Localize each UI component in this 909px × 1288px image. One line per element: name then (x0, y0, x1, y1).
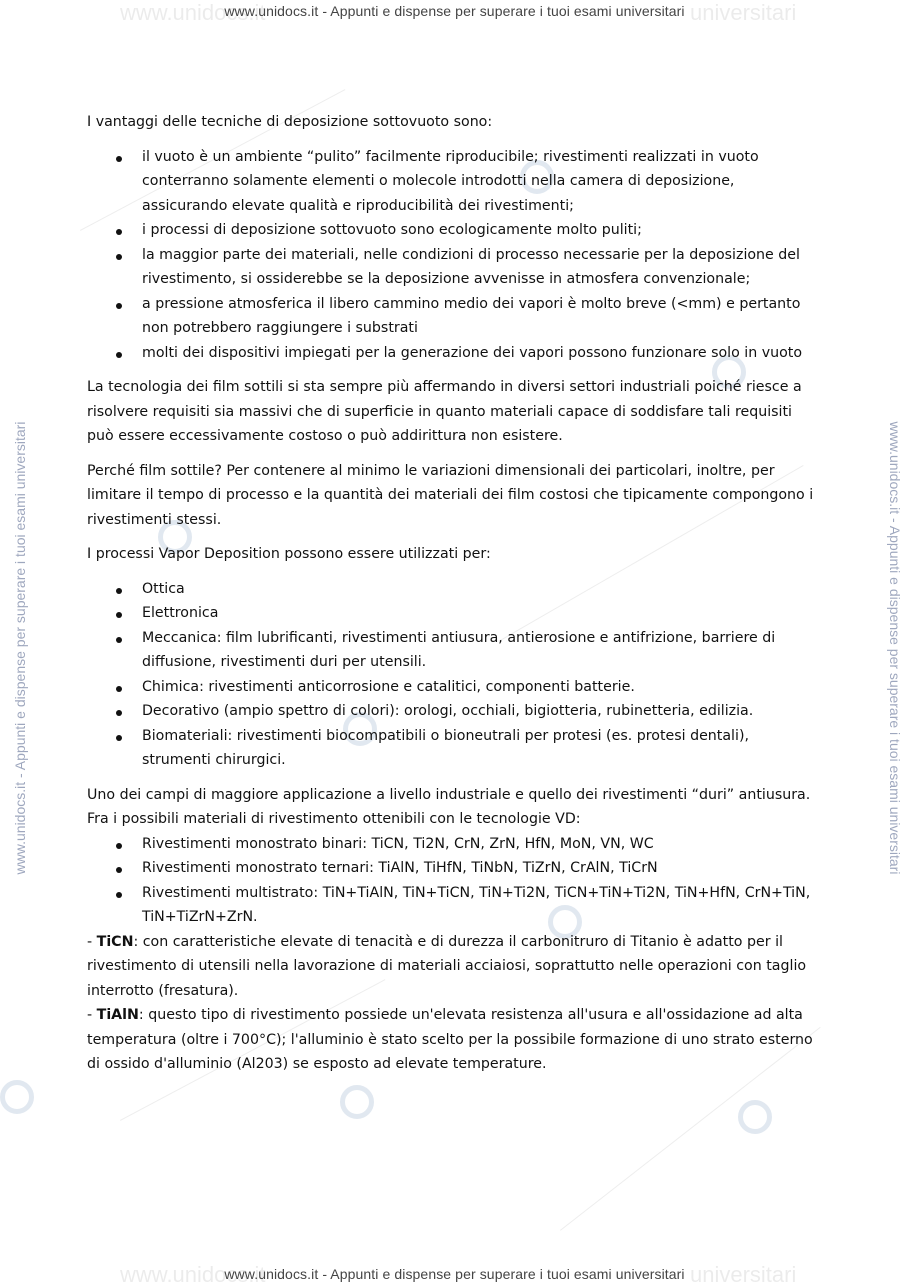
list-item (87, 832, 817, 857)
list-item-text: Chimica: rivestimenti anticorrosione e catalitici, componenti batterie. (142, 678, 635, 695)
bullet-icon (116, 710, 122, 716)
list-item-text: la maggior parte dei materiali, nelle condizioni di processo necessarie per la deposizione del rivestimento, si ossiderebbe se la deposizione avvenisse in atmosfera convenzionale; (142, 246, 800, 287)
watermark-ghost-right-bottom: universitari (690, 1262, 797, 1287)
list-item-text: Rivestimenti multistrato: TiN+TiAlN, TiN+TiCN, TiN+Ti2N, TiCN+TiN+Ti2N, TiN+HfN, CrN+TiN, TiN+TiZrN+ZrN. (142, 884, 811, 925)
uses-paragraph: I processi Vapor Deposition possono essere utilizzati per: (87, 546, 491, 562)
tech-paragraph: La tecnologia dei film sottili si sta sempre più affermando in diversi settori industriali poiché riesce a risolvere requisiti sia massivi che di superficie in quanto materiali capace di soddisfare tali requisiti può essere eccessivamente costoso o può addirittura non esistere. (87, 379, 802, 444)
document-body (87, 110, 817, 1077)
ticn-label: TiCN (96, 933, 134, 950)
list-item (87, 699, 817, 724)
list-item-text: i processi di deposizione sottovuoto sono ecologicamente molto puliti; (142, 222, 642, 238)
hard-coatings-paragraph: Uno dei campi di maggiore applicazione a livello industriale e quello dei rivestimenti “duri” antiusura. (87, 786, 811, 803)
tialn-text: : questo tipo di rivestimento possiede un'elevata resistenza all'usura e all'ossidazione ad alta temperatura (oltre i 700°C); l'alluminio è stato scelto per la possibile formazione di uno strato esterno di ossido d'alluminio (Al203) se esposto ad elevate temperature. (87, 1007, 813, 1072)
bullet-icon (116, 156, 122, 162)
watermark-footer: www.unidocs.it - Appunti e dispense per superare i tuoi esami universitari (224, 1266, 685, 1282)
ticn-text: : con caratteristiche elevate di tenacità e di durezza il carbonitruro di Titanio è adatto per il rivestimento di utensili nella lavorazione di materiali acciaiosi, soprattutto nelle operazioni con taglio interrotto (fresatura). (87, 933, 807, 999)
list-item-text: Ottica (142, 580, 185, 597)
list-item-text: Biomateriali: rivestimenti biocompatibili o bioneutrali per protesi (es. protesi dentali), strumenti chirurgici. (142, 727, 749, 768)
list-item (87, 145, 817, 219)
why-paragraph: Perché film sottile? Per contenere al minimo le variazioni dimensionali dei particolari, inoltre, per limitare il tempo di processo e la quantità dei materiali dei film costosi che tipicamente compongono i rivestimenti stessi. (87, 462, 814, 528)
advantages-list (87, 145, 817, 366)
watermark-ghost-left-bottom: www.unidocs.it (120, 1262, 266, 1287)
list-item-text: molti dei dispositivi impiegati per la generazione dei vapori possono funzionare solo in vuoto (142, 344, 803, 361)
bullet-icon (116, 612, 122, 618)
list-item (87, 724, 817, 773)
list-item (87, 341, 817, 366)
bullet-icon (116, 352, 122, 358)
bullet-icon (116, 588, 122, 594)
watermark-ghost-right-top: universitari (690, 0, 797, 25)
list-item-text: Rivestimenti monostrato ternari: TiAlN, TiHfN, TiNbN, TiZrN, CrAlN, TiCrN (142, 860, 658, 876)
list-item-text: Meccanica: film lubrificanti, rivestimenti antiusura, antierosione e antifrizione, barriere di diffusione, rivestimenti duri per utensili. (142, 629, 776, 670)
list-item (87, 577, 817, 602)
materials-list (87, 832, 817, 930)
watermark-side-right: www.unidocs.it - Appunti e dispense per superare i tuoi esami universitari (887, 421, 903, 875)
list-item (87, 856, 817, 881)
materials-paragraph: Fra i possibili materiali di rivestimento ottenibili con le tecnologie VD: (87, 811, 581, 827)
list-item-text: a pressione atmosferica il libero cammino medio dei vapori è molto breve (<mm) e pertanto non potrebbero raggiungere i substrati (142, 295, 801, 336)
intro-paragraph: I vantaggi delle tecniche di deposizione sottovuoto sono: (87, 114, 493, 130)
watermark-header: www.unidocs.it - Appunti e dispense per superare i tuoi esami universitari (224, 3, 685, 19)
ticn-paragraph (87, 930, 817, 1004)
list-item-text: Elettronica (142, 605, 219, 621)
bullet-icon (116, 686, 122, 692)
bullet-icon (116, 892, 122, 898)
tialn-paragraph (87, 1003, 817, 1077)
list-item-text: il vuoto è un ambiente “pulito” facilmente riproducibile; rivestimenti realizzati in vuoto conterranno solamente elementi o molecole introdotti nella camera di deposizione, assicurando elevate qualità e riproducibilità dei rivestimenti; (142, 148, 759, 214)
tialn-label: TiAlN (96, 1007, 139, 1023)
ticn-prefix: - (87, 933, 97, 950)
bullet-icon (116, 843, 122, 849)
list-item (87, 243, 817, 292)
bullet-icon (116, 867, 122, 873)
bullet-icon (116, 303, 122, 309)
bullet-icon (116, 637, 122, 643)
bullet-icon (116, 735, 122, 741)
watermark-logo-icon (340, 1085, 374, 1119)
list-item (87, 881, 817, 930)
watermark-side-left: www.unidocs.it - Appunti e dispense per superare i tuoi esami universitari (12, 421, 28, 875)
list-item (87, 601, 817, 626)
tialn-prefix: - (87, 1007, 97, 1023)
uses-list (87, 577, 817, 773)
watermark-logo-icon (0, 1080, 34, 1114)
list-item-text: Decorativo (ampio spettro di colori): orologi, occhiali, bigiotteria, rubinetteria, edilizia. (142, 703, 754, 719)
list-item (87, 292, 817, 341)
list-item (87, 218, 817, 243)
list-item (87, 626, 817, 675)
bullet-icon (116, 254, 122, 260)
list-item-text: Rivestimenti monostrato binari: TiCN, Ti2N, CrN, ZrN, HfN, MoN, VN, WC (142, 835, 654, 852)
watermark-ghost-left-top: www.unidocs.it (120, 0, 266, 25)
list-item (87, 675, 817, 700)
bullet-icon (116, 229, 122, 235)
watermark-logo-icon (738, 1100, 772, 1134)
